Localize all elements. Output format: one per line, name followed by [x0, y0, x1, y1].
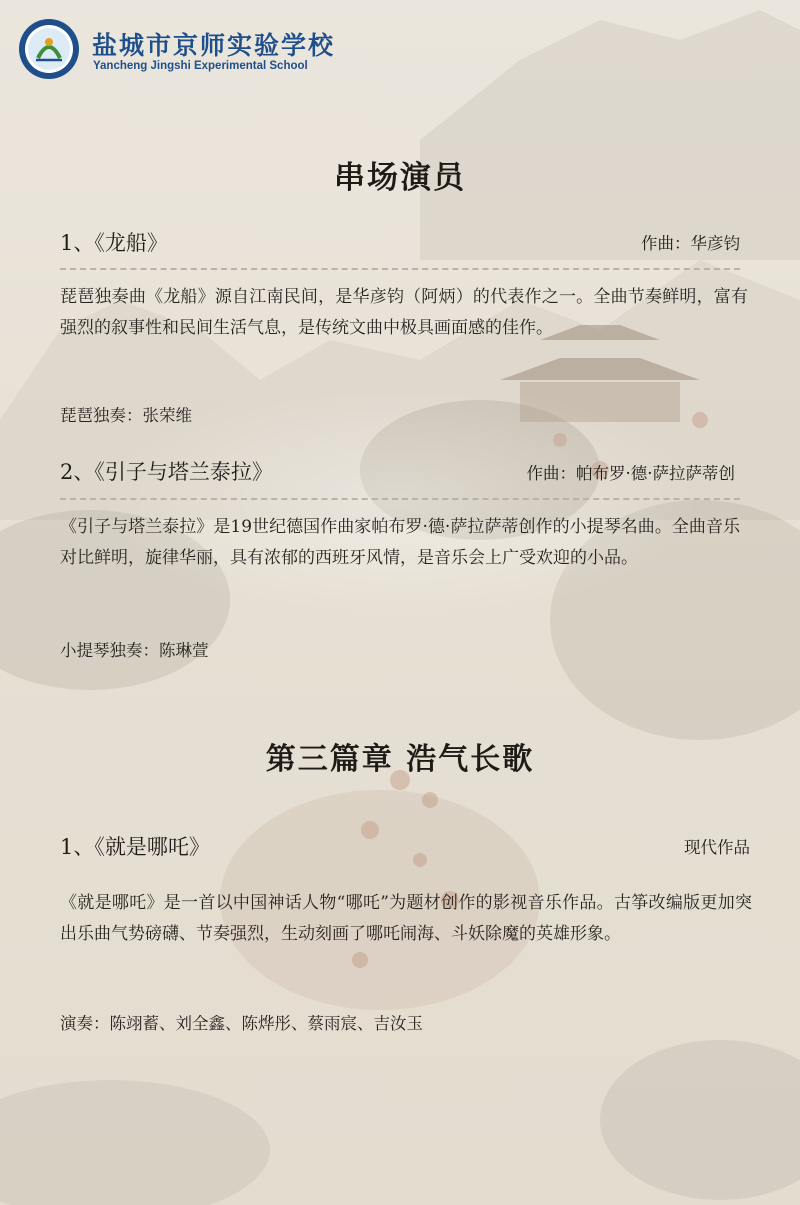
description-nezha: 《就是哪吒》是一首以中国神话人物“哪吒”为题材创作的影视音乐作品。古筝改编版更加突出乐曲气势磅礴、节奏强烈，生动刻画了哪吒闹海、斗妖除魔的英雄形象。: [60, 893, 752, 944]
performer-tarantella: 小提琴独奏：陈琳萱: [60, 641, 209, 660]
piece-title-tarantella: 2、《引子与塔兰泰拉》: [60, 460, 273, 484]
divider: [60, 268, 740, 270]
school-logo-icon: [18, 18, 80, 80]
composer-tarantella: 作曲：帕布罗·德·萨拉萨蒂创: [526, 464, 735, 483]
section-title-chapter-three: 第三篇章 浩气长歌: [265, 742, 535, 777]
piece-title-nezha: 1、《就是哪吒》: [60, 835, 210, 859]
description-dragon-boat: 琵琶独奏曲《龙船》源自江南民间，是华彦钧（阿炳）的代表作之一。全曲节奏鲜明，富有强烈的叙事性和民间生活气息，是传统文曲中极具画面感的佳作。: [60, 287, 748, 338]
description-tarantella: 《引子与塔兰泰拉》是19世纪德国作曲家帕布罗·德·萨拉萨蒂创作的小提琴名曲。全曲音乐对比鲜明，旋律华丽，具有浓郁的西班牙风情，是音乐会上广受欢迎的小品。: [60, 517, 740, 568]
composer-nezha: 现代作品: [684, 838, 750, 857]
school-name-english: Yancheng Jingshi Experimental School: [93, 60, 308, 72]
divider: [60, 498, 740, 500]
school-name-chinese: 盐城市京师实验学校: [92, 31, 336, 60]
performer-dragon-boat: 琵琶独奏：张荣维: [60, 406, 192, 425]
composer-dragon-boat: 作曲：华彦钧: [641, 234, 740, 253]
section-title-cameo: 串场演员: [334, 160, 466, 196]
piece-title-dragon-boat: 1、《龙船》: [60, 231, 168, 255]
performer-nezha: 演奏：陈翊蓄、刘全鑫、陈烨彤、蔡雨宸、吉汝玉: [60, 1014, 423, 1033]
